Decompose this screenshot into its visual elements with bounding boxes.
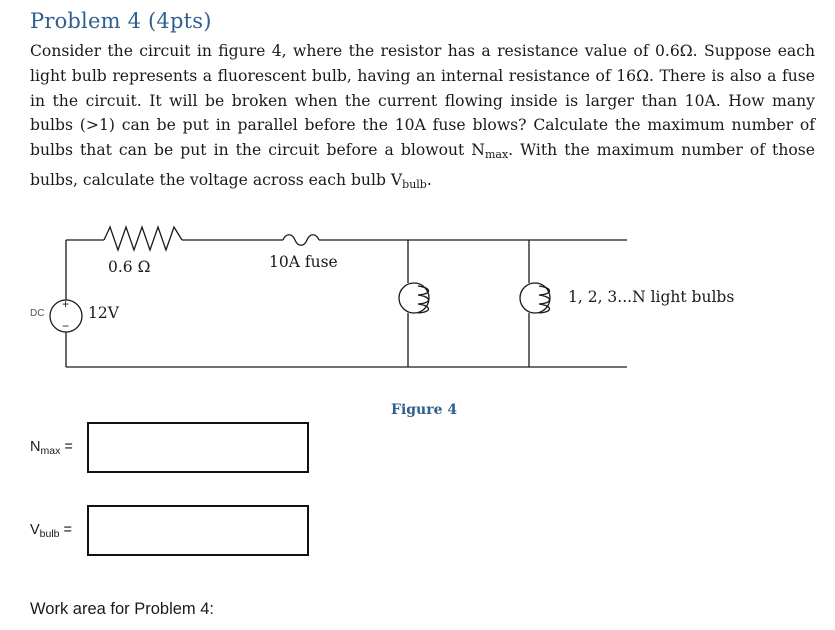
nmax-main: N [30, 439, 41, 455]
fuse-label: 10A fuse [269, 253, 338, 271]
nmax-subscript: max [484, 148, 509, 162]
resistor [104, 227, 182, 250]
vbulb-main: V [30, 522, 40, 538]
nmax-equals: = [60, 439, 73, 455]
figure-caption: Figure 4 [391, 402, 458, 418]
vbulb-equals: = [59, 522, 73, 538]
nmax-answer-box[interactable] [87, 422, 309, 473]
problem-text-part-3: . [426, 170, 432, 189]
vbulb-label [30, 522, 72, 540]
fuse-symbol [283, 235, 319, 246]
problem-text-part-2: . With the maximum number of those bulbs, calculate the voltage across each bulb V [30, 141, 815, 189]
problem-text-part-1: Consider the circuit in figure 4, where the resistor has a resistance value of 0.6Ω. Suppose each light bulb represents a fluorescent bulb, having an internal resistance of 16Ω. There is also a fuse in the circuit. It will be broken when the current flowing inside is larger than 10A. How many bulbs (>1) can be put in parallel before the 10A fuse blows? Calculate the maximum number of bulbs that can be put in the circuit before a blowout N [30, 42, 815, 160]
work-area-heading: Work area for Problem 4: [30, 600, 215, 618]
bulbs-label: 1, 2, 3...N light bulbs [568, 288, 735, 306]
vbulb-answer-box[interactable] [87, 505, 309, 556]
resistor-label: 0.6 Ω [108, 258, 151, 276]
vbulb-subscript: bulb [402, 177, 427, 191]
nmax-label-subscript: max [40, 445, 61, 457]
nmax-label [30, 439, 73, 457]
problem-title: Problem 4 (4pts) [30, 9, 212, 33]
dc-minus-sign: − [62, 319, 70, 333]
source-voltage-label: 12V [88, 304, 119, 322]
dc-label: DC [30, 308, 45, 319]
vbulb-label-subscript: bulb [39, 528, 60, 540]
dc-plus-sign: + [62, 297, 70, 311]
